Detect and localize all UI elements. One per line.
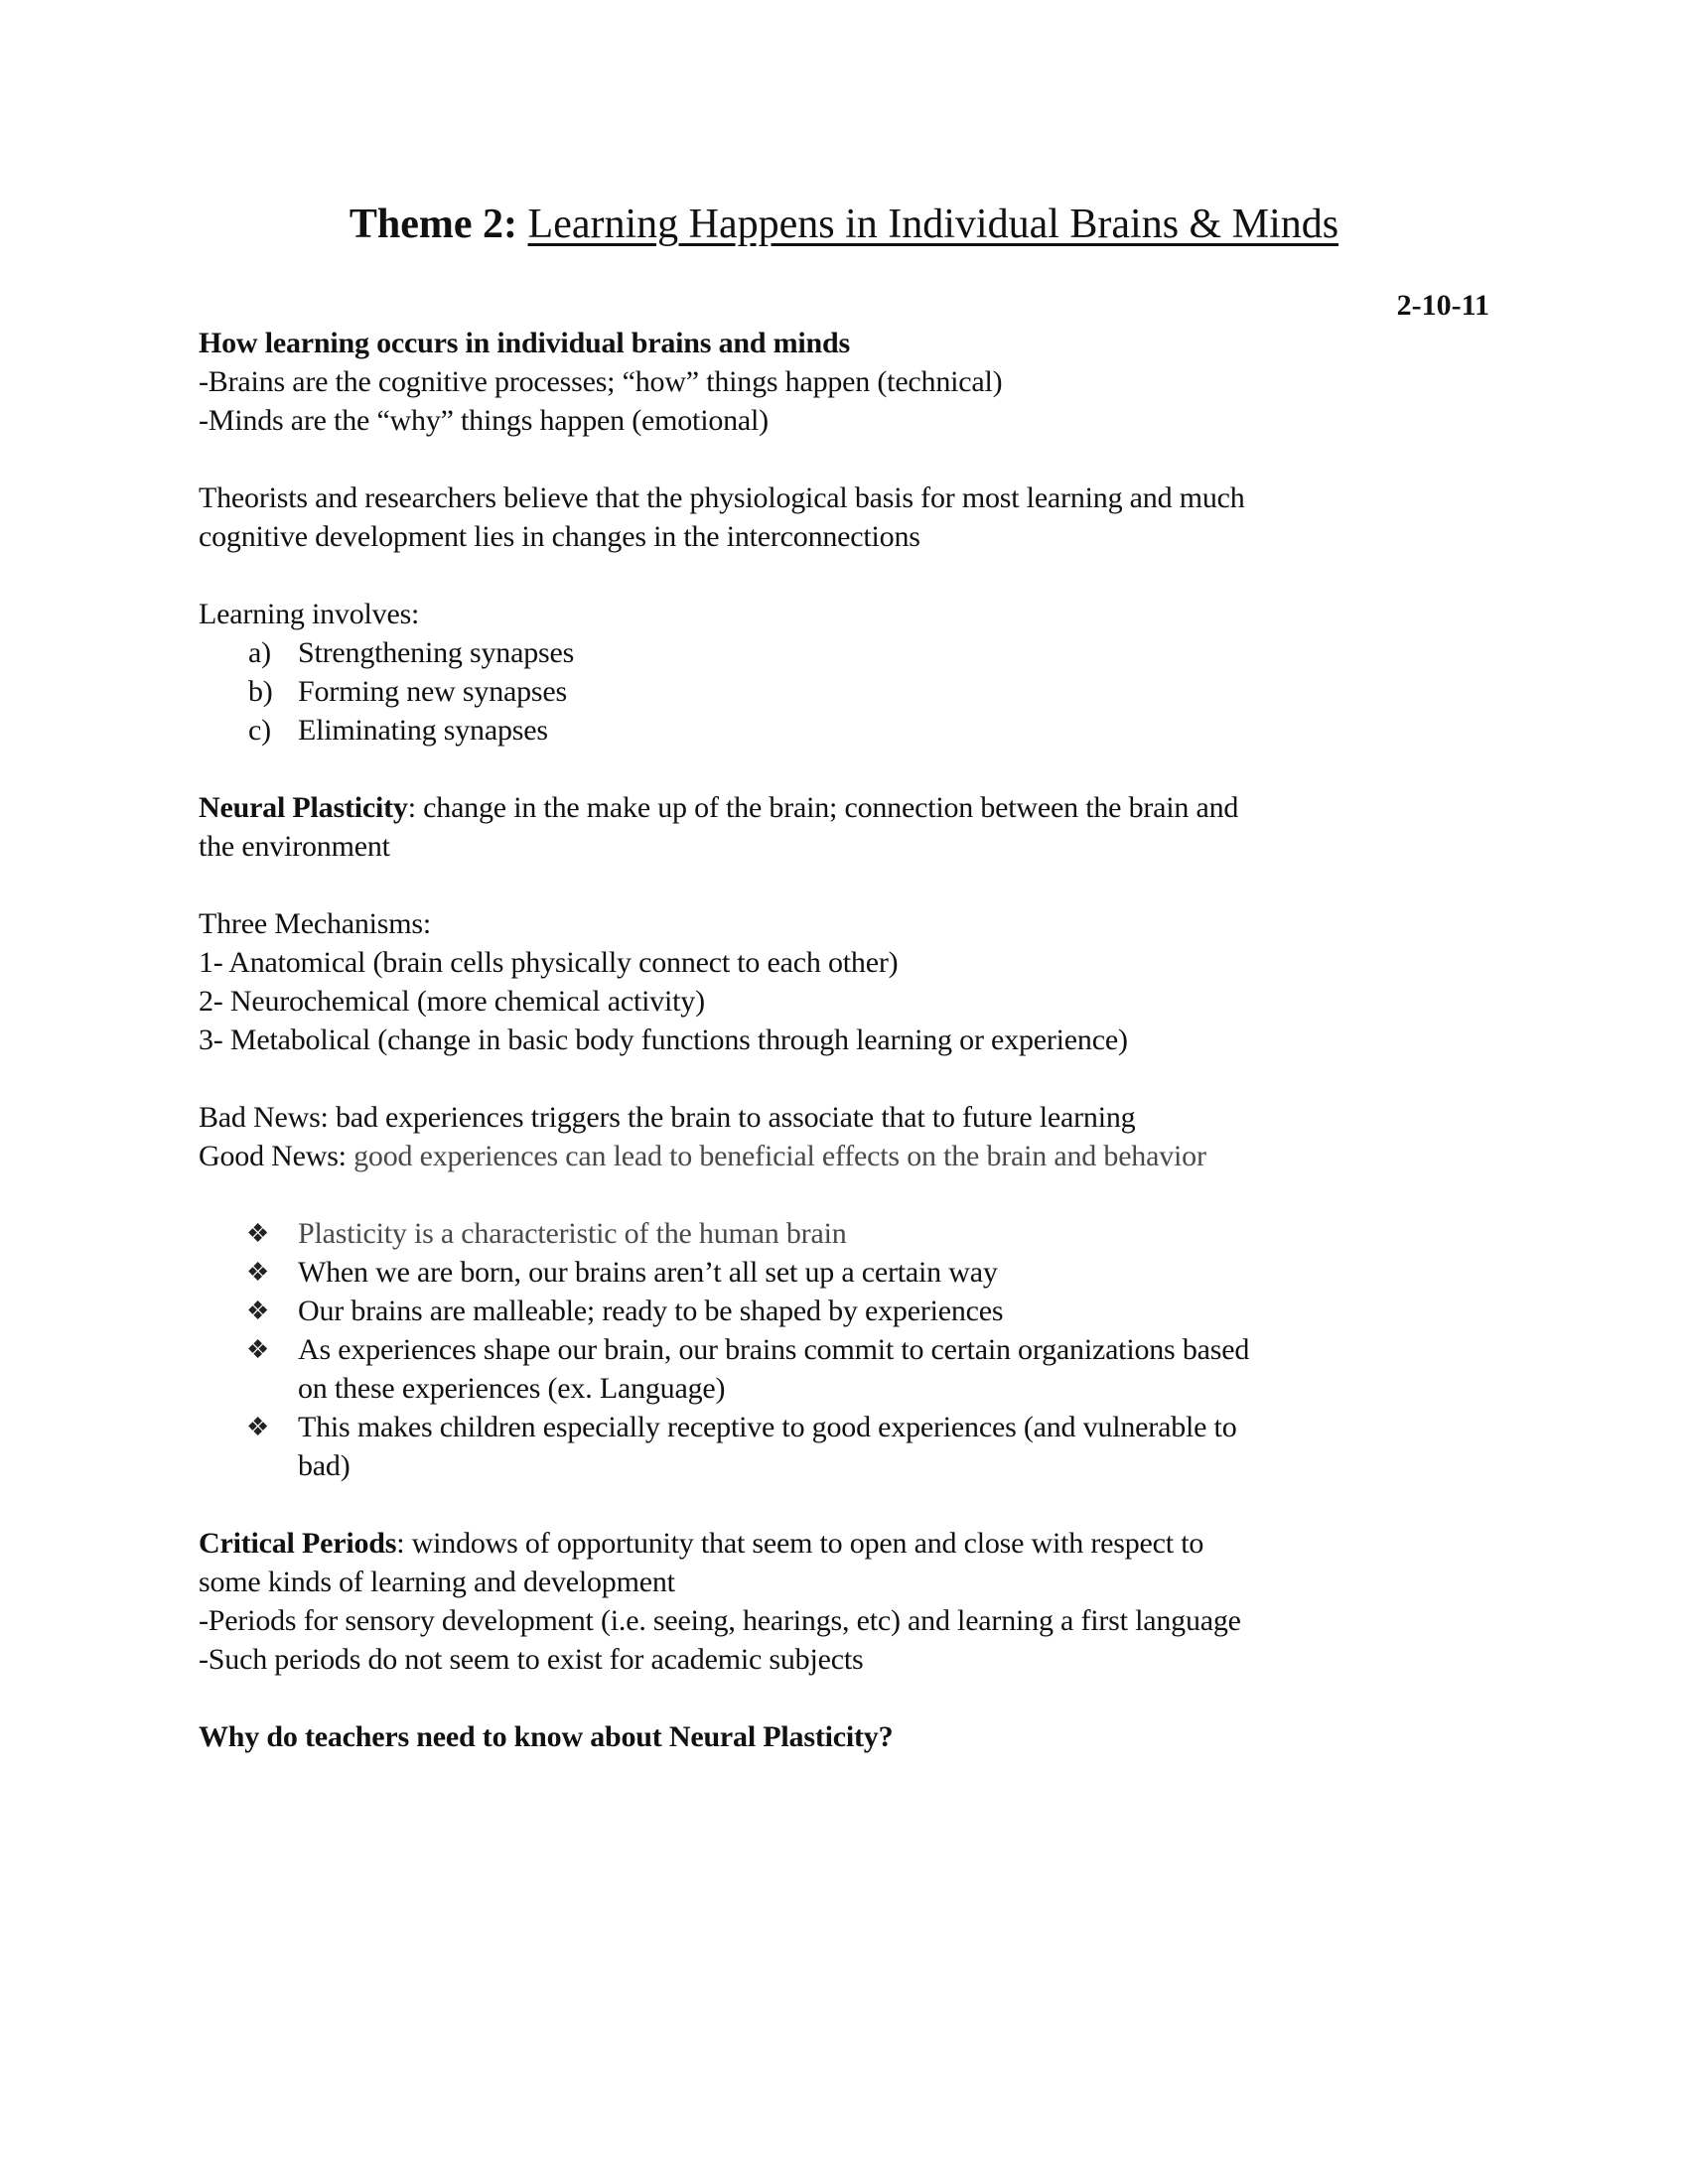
critical-periods-note: -Periods for sensory development (i.e. seeing, hearings, etc) and learning a first language bbox=[199, 1604, 1241, 1637]
bullet-item: This makes children especially receptive to good experiences (and vulnerable to bbox=[298, 1411, 1237, 1443]
brains-line: -Brains are the cognitive processes; “how” things happen (technical) bbox=[199, 365, 1003, 398]
bullet-item: As experiences shape our brain, our brains commit to certain organizations based bbox=[298, 1333, 1250, 1366]
minds-line: -Minds are the “why” things happen (emotional) bbox=[199, 404, 769, 437]
critical-periods-note: -Such periods do not seem to exist for academic subjects bbox=[199, 1643, 864, 1676]
bullet-item: Our brains are malleable; ready to be shaped by experiences bbox=[298, 1295, 1004, 1327]
mechanism-item: 3- Metabolical (change in basic body functions through learning or experience) bbox=[199, 1024, 1128, 1056]
title-lead: Theme 2: bbox=[349, 202, 518, 247]
list-marker: b) bbox=[248, 675, 273, 708]
term-critical-periods: Critical Periods bbox=[199, 1527, 397, 1560]
learning-involves-label: Learning involves: bbox=[199, 598, 420, 630]
list-item-text: Eliminating synapses bbox=[298, 714, 548, 747]
list-marker: a) bbox=[248, 636, 271, 669]
diamond-bullet-icon: ❖ bbox=[246, 1219, 270, 1248]
neural-plasticity-definition-cont: the environment bbox=[199, 830, 390, 863]
diamond-bullet-icon: ❖ bbox=[246, 1297, 270, 1325]
page-title bbox=[0, 195, 1688, 254]
list-item bbox=[248, 672, 567, 711]
bad-news-label: Bad News: bbox=[199, 1101, 329, 1134]
date-label: 2-10-11 bbox=[1396, 289, 1489, 322]
bad-news-text: bad experiences triggers the brain to associate that to future learning bbox=[328, 1101, 1136, 1134]
mechanisms-label: Three Mechanisms: bbox=[199, 907, 432, 940]
bullet-item-cont: on these experiences (ex. Language) bbox=[298, 1372, 726, 1405]
bad-news-line bbox=[199, 1098, 1135, 1137]
definition-text: : change in the make up of the brain; connection between the brain and bbox=[407, 791, 1239, 824]
term-neural-plasticity: Neural Plasticity bbox=[199, 791, 408, 824]
bullet-item: When we are born, our brains aren’t all set up a certain way bbox=[298, 1256, 998, 1289]
list-marker: c) bbox=[248, 714, 271, 747]
critical-periods-definition bbox=[199, 1524, 1203, 1563]
list-item bbox=[248, 711, 548, 750]
bullet-item-cont: bad) bbox=[298, 1449, 351, 1482]
critical-periods-definition-cont: some kinds of learning and development bbox=[199, 1566, 675, 1598]
diamond-bullet-icon: ❖ bbox=[246, 1413, 270, 1441]
good-news-label: Good News: bbox=[199, 1140, 347, 1172]
good-news-line bbox=[199, 1137, 1206, 1175]
theorists-line-1: Theorists and researchers believe that the physiological basis for most learning and much bbox=[199, 481, 1245, 514]
bullet-item: Plasticity is a characteristic of the human brain bbox=[298, 1217, 847, 1250]
list-item bbox=[248, 633, 574, 672]
diamond-bullet-icon: ❖ bbox=[246, 1258, 270, 1287]
list-item-text: Forming new synapses bbox=[298, 675, 567, 708]
mechanism-item: 2- Neurochemical (more chemical activity) bbox=[199, 985, 705, 1018]
list-item-text: Strengthening synapses bbox=[298, 636, 575, 669]
neural-plasticity-definition bbox=[199, 788, 1238, 827]
title-subtitle: Learning Happens in Individual Brains & Minds bbox=[527, 202, 1339, 247]
closing-question: Why do teachers need to know about Neural Plasticity? bbox=[199, 1720, 894, 1753]
section-heading-how: How learning occurs in individual brains and minds bbox=[199, 327, 851, 359]
mechanism-item: 1- Anatomical (brain cells physically connect to each other) bbox=[199, 946, 899, 979]
definition-text: : windows of opportunity that seem to open and close with respect to bbox=[396, 1527, 1204, 1560]
good-news-text: good experiences can lead to beneficial effects on the brain and behavior bbox=[346, 1140, 1206, 1172]
diamond-bullet-icon: ❖ bbox=[246, 1335, 270, 1364]
theorists-line-2: cognitive development lies in changes in the interconnections bbox=[199, 520, 920, 553]
